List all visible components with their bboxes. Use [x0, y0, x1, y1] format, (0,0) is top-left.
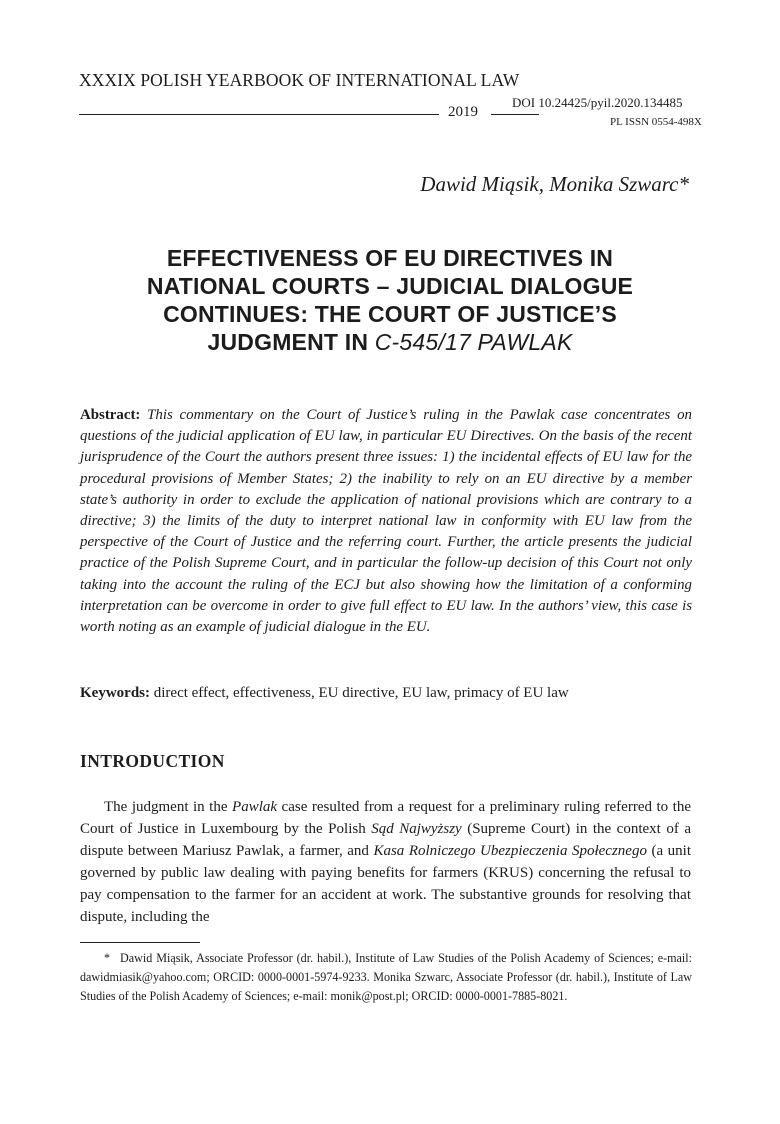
abstract-label: Abstract: [80, 407, 141, 423]
journal-title: XXXIX POLISH YEARBOOK OF INTERNATIONAL LAW [79, 70, 520, 90]
intro-italic-2: Sąd Najwyższy [371, 821, 462, 837]
article-title [60, 244, 720, 356]
header-rule-right [491, 114, 539, 115]
title-line-4-prefix: JUDGMENT IN [207, 329, 375, 355]
abstract-text: This commentary on the Court of Justice’s ruling in the Pawlak case concentrates on questions of the judicial application of EU law, in particular EU Directives. On the basis of the recent jurisprudence of the Court the authors present three issues: 1) the incidental effects of EU law for the procedural provisions of Member States; 2) the inability to rely on an EU directive by a member state’s authority in order to exclude the application of national provisions which are contrary to a directive; 3) the limits of the duty to interpret national law in conformity with EU law from the perspective of the Court of Justice and the referring court. Further, the article presents the judicial practice of the Polish Supreme Court, and in particular the follow-up decision of this Court not only taking into the account the ruling of the ECJ but also showing how the limitation of a conforming interpretation can be overcome in order to give full effect to EU law. In the authors’ view, this case is worth noting as an example of judicial dialogue in the EU. [80, 407, 692, 636]
abstract [80, 405, 692, 638]
intro-text-1: The judgment in the [104, 799, 233, 815]
issn: PL ISSN 0554-498X [610, 116, 702, 128]
footnote-mark: * [104, 951, 111, 965]
footnote [80, 949, 692, 1006]
intro-italic-1: Pawlak [232, 799, 278, 815]
footnote-text: Dawid Miąsik, Associate Professor (dr. habil.), Institute of Law Studies of the Polish Academy of Sciences; e-mail: dawidmiasik@yahoo.com; ORCID: 0000-0001-5974-9233. Monika Szwarc, Associate Professor (dr. habil.), Institute of Law Studies of the Polish Academy of Sciences; e-mail: monik@post.pl; ORCID: 0000-0001-7885-8021. [80, 951, 692, 1003]
intro-text-4: (a unit governed by public law dealing with paying benefits for farmers (KRUS) concerning the refusal to pay compensation to the farmer for an accident at work. The substantive grounds for resolving that dispute, including the [80, 843, 691, 925]
title-line-2: NATIONAL COURTS – JUDICIAL DIALOGUE [146, 273, 634, 299]
footnote-rule [80, 942, 200, 943]
keywords-text: direct effect, effectiveness, EU directive, EU law, primacy of EU law [153, 685, 569, 701]
authors: Dawid Miąsik, Monika Szwarc* [420, 172, 689, 196]
intro-text-2: case resulted from a request for a preliminary ruling referred to the Court of Justice in Luxembourg by the Polish [80, 799, 691, 837]
case-reference: C-545/17 PAWLAK [374, 329, 573, 355]
header-rule-left [79, 114, 439, 115]
journal-year: 2019 [448, 104, 478, 120]
intro-text-3: (Supreme Court) in the context of a dispute between Mariusz Pawlak, a farmer, and [80, 821, 691, 859]
title-line-4 [60, 328, 720, 356]
title-line-3: CONTINUES: THE COURT OF JUSTICE’S [163, 301, 617, 327]
intro-italic-3: Kasa Rolniczego Ubezpieczenia Społecznego [373, 843, 647, 859]
keywords-label: Keywords: [80, 685, 150, 701]
keywords [80, 685, 569, 702]
introduction-paragraph [80, 796, 691, 928]
doi: DOI 10.24425/pyil.2020.134485 [512, 95, 683, 110]
section-heading: INTRODUCTION [80, 751, 225, 771]
title-line-1: EFFECTIVENESS OF EU DIRECTIVES IN [166, 245, 614, 271]
